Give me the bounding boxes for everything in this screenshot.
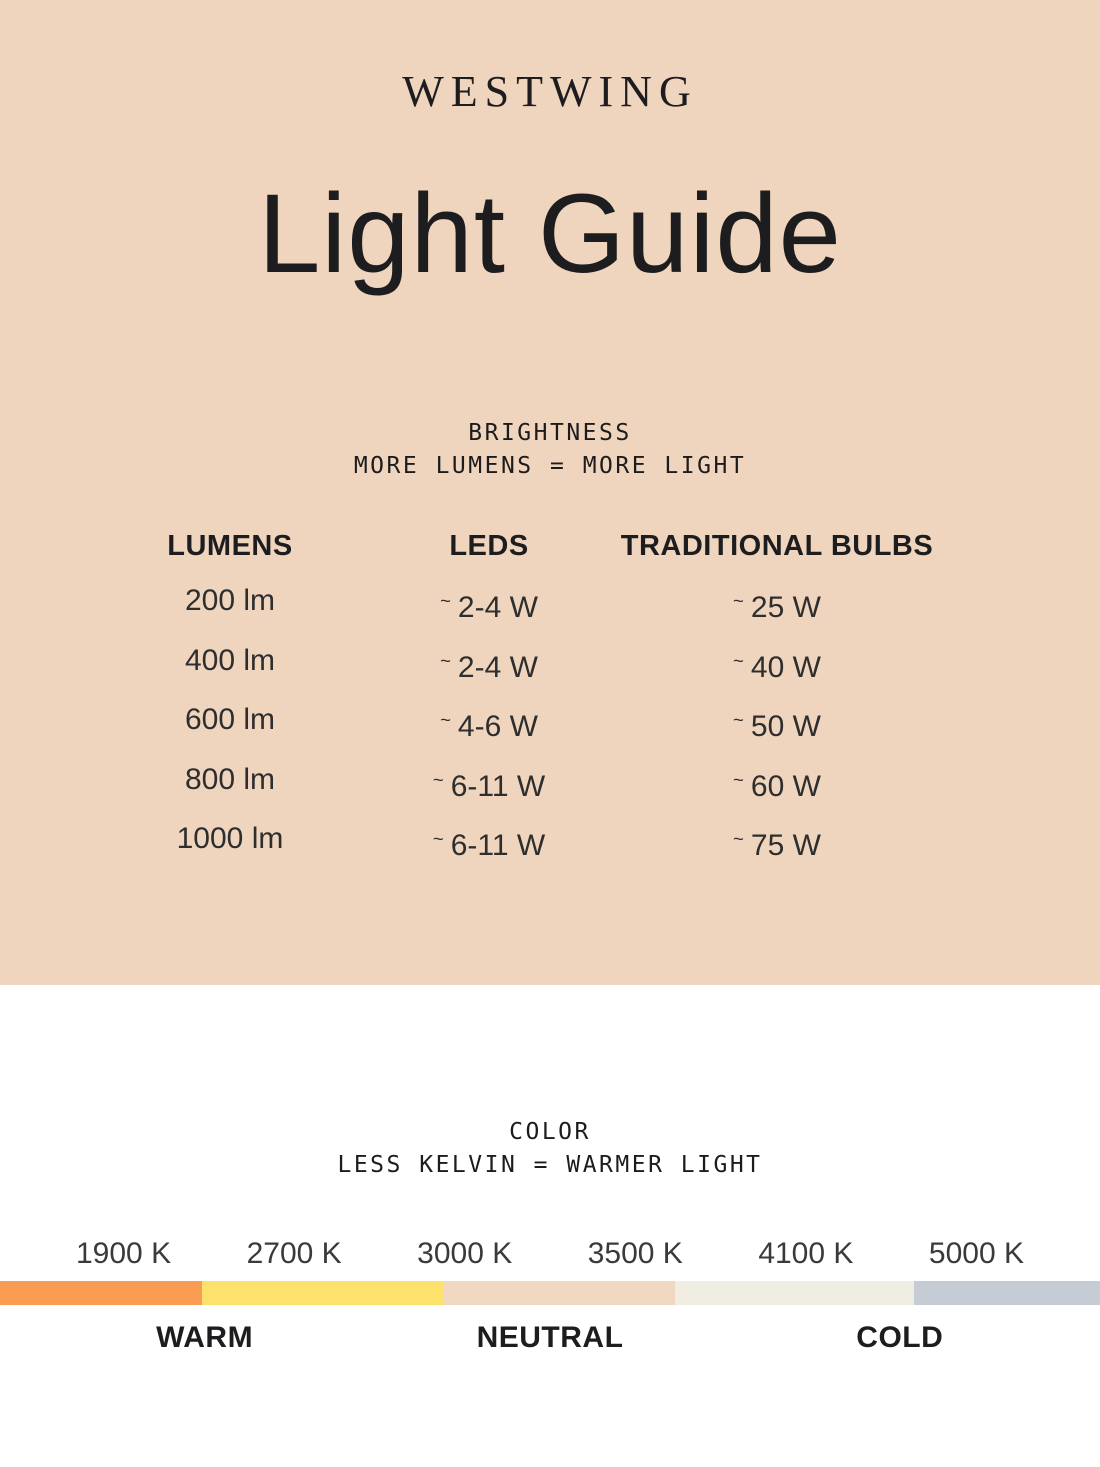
table-row — [100, 635, 936, 695]
bulbs-cell — [618, 694, 936, 754]
leds-value: 4-6 W — [457, 710, 538, 744]
leds-value: 6-11 W — [450, 829, 546, 863]
leds-value: 2-4 W — [457, 591, 538, 625]
leds-cell — [360, 813, 618, 873]
color-bar-segment-warm-yellow — [202, 1281, 443, 1305]
color-bar-segment-neutral-cream — [675, 1281, 914, 1305]
lumens-cell: 400 lm — [184, 643, 276, 677]
leds-cell — [360, 575, 618, 635]
lumens-cell: 200 lm — [184, 584, 276, 618]
approx-symbol: ~ — [733, 649, 744, 671]
kelvin-label: 2700 K — [246, 1237, 342, 1271]
leds-cell — [360, 754, 618, 814]
column-header-traditional-bulbs: TRADITIONAL BULBS — [620, 530, 934, 563]
kelvin-label: 5000 K — [928, 1237, 1024, 1271]
table-header-row — [100, 530, 936, 563]
temperature-labels — [0, 1321, 1100, 1361]
color-bar-segment-warm-orange — [0, 1281, 202, 1305]
bulbs-cell — [618, 575, 936, 635]
table-row — [100, 813, 936, 873]
kelvin-label: 1900 K — [76, 1237, 172, 1271]
bulbs-cell — [618, 813, 936, 873]
table-row — [100, 694, 936, 754]
lumens-cell: 600 lm — [184, 703, 276, 737]
lumens-table — [100, 530, 936, 873]
temp-label-cold: COLD — [856, 1321, 944, 1355]
approx-symbol: ~ — [440, 590, 451, 612]
bulbs-value: 60 W — [750, 769, 821, 803]
temp-label-warm: WARM — [156, 1321, 254, 1355]
leds-cell — [360, 694, 618, 754]
column-header-lumens: LUMENS — [167, 530, 293, 563]
kelvin-label: 3000 K — [417, 1237, 513, 1271]
approx-symbol: ~ — [440, 709, 451, 731]
color-heading: COLOR — [509, 1119, 591, 1145]
kelvin-scale — [0, 1237, 1100, 1271]
leds-cell — [360, 635, 618, 695]
color-section — [0, 985, 1100, 1361]
column-header-leds: LEDS — [449, 530, 529, 563]
leds-value: 6-11 W — [450, 769, 546, 803]
table-row — [100, 575, 936, 635]
bulbs-cell — [618, 754, 936, 814]
approx-symbol: ~ — [432, 768, 444, 790]
bulbs-value: 25 W — [750, 591, 821, 625]
brightness-subheading: MORE LUMENS = MORE LIGHT — [353, 453, 747, 480]
approx-symbol: ~ — [733, 768, 744, 790]
approx-symbol: ~ — [733, 590, 744, 612]
color-bar-segment-cold-bluegrey — [914, 1281, 1100, 1305]
brand-logo: WESTWING — [402, 67, 698, 116]
approx-symbol: ~ — [432, 828, 444, 850]
bulbs-cell — [618, 635, 936, 695]
lumens-cell: 800 lm — [184, 762, 276, 796]
lumens-cell: 1000 lm — [176, 822, 284, 856]
color-bar-segment-neutral-beige — [443, 1281, 675, 1305]
approx-symbol: ~ — [733, 828, 744, 850]
color-subheading: LESS KELVIN = WARMER LIGHT — [337, 1152, 763, 1179]
bulbs-value: 75 W — [750, 829, 821, 863]
approx-symbol: ~ — [733, 709, 744, 731]
bulbs-value: 40 W — [750, 650, 821, 684]
kelvin-label: 3500 K — [587, 1237, 683, 1271]
bulbs-value: 50 W — [750, 710, 821, 744]
color-temperature-bar — [0, 1281, 1100, 1305]
table-row — [100, 754, 936, 814]
brightness-heading: BRIGHTNESS — [468, 420, 632, 446]
page-title: Light Guide — [258, 171, 842, 296]
temp-label-neutral: NEUTRAL — [476, 1321, 624, 1355]
leds-value: 2-4 W — [457, 650, 538, 684]
kelvin-label: 4100 K — [758, 1237, 854, 1271]
approx-symbol: ~ — [440, 649, 451, 671]
